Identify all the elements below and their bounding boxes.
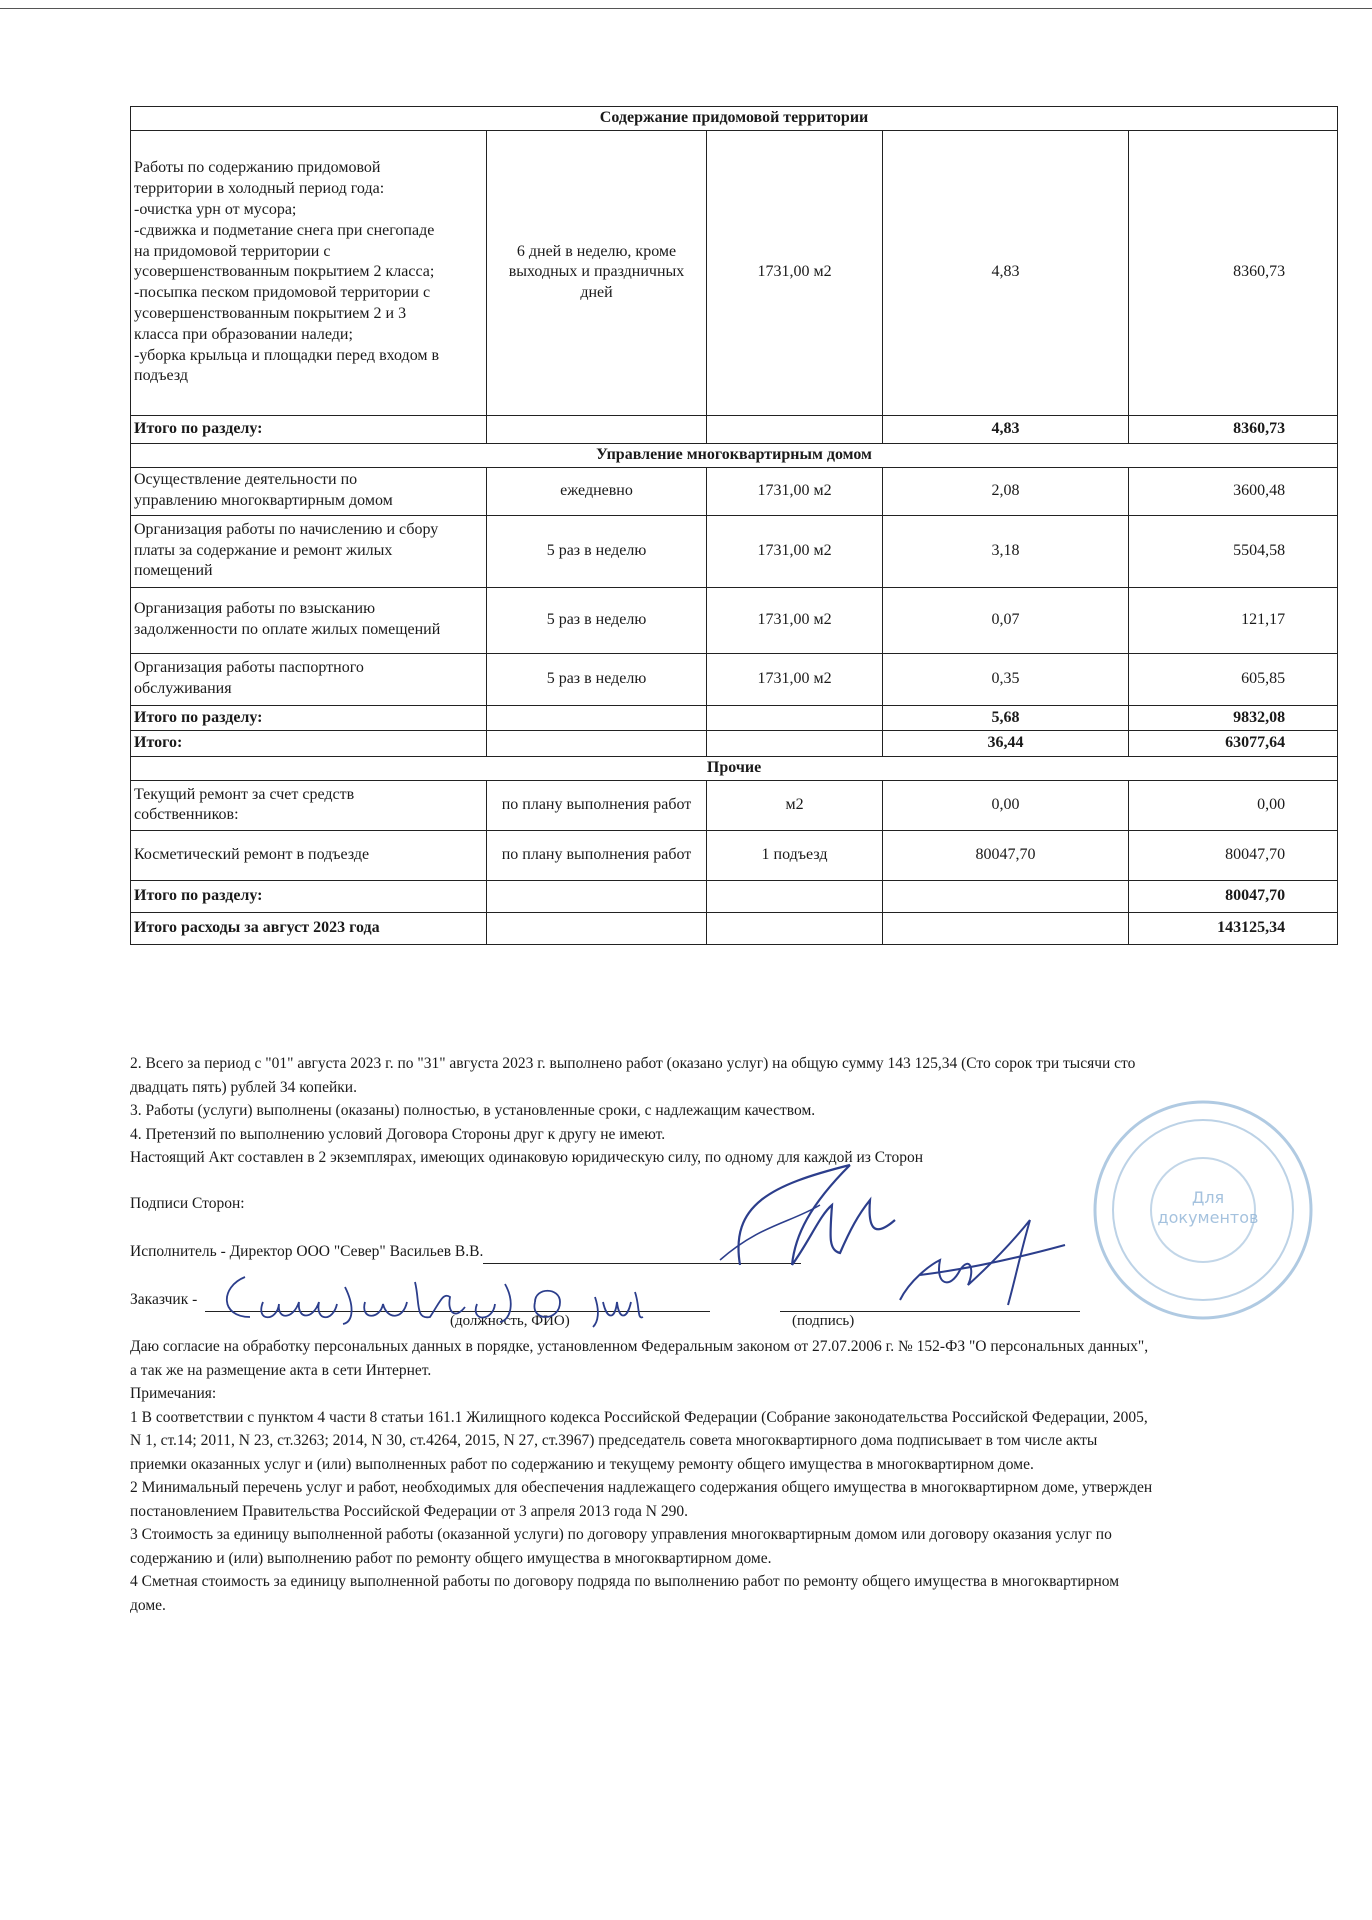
row-name: Работы по содержанию придомовой территории в холодный период года: -очистка урн от мусора; -сдвижка и подметание снега при снегопаде на придомовой территории с усовершенствованным покрытием 2 класса; -посыпка песком придомовой территории с усовершенствованным покрытием 2 и 3 класса при образовании наледи; -уборка крыльца и площадки перед входом в подъезд [131, 130, 487, 415]
row-frequency: 6 дней в неделю, кроме выходных и праздничных дней [487, 130, 707, 415]
table-row: Осуществление деятельности по управлению многоквартирным домом ежедневно 1731,00 м2 2,08 3600,48 [131, 467, 1338, 515]
customer-line: Заказчик - [130, 1288, 1330, 1312]
section-title-other: Прочие [131, 757, 1338, 781]
grand-total-row: Итого: 36,44 63077,64 [131, 731, 1338, 757]
section-total-row [131, 415, 1338, 443]
table-row: Организация работы по взысканию задолженности по оплате жилых помещений 5 раз в неделю 1731,00 м2 0,07 121,17 [131, 587, 1338, 653]
section-title-management: Управление многоквартирным домом [131, 443, 1338, 467]
total-label: Итого по разделу: [131, 415, 487, 443]
executor-line: Исполнитель - Директор ООО "Север" Васильев В.В. [130, 1240, 1330, 1264]
table-row: Косметический ремонт в подъезде по плану выполнения работ 1 подъезд 80047,70 80047,70 [131, 830, 1338, 880]
customer-signature [880, 1210, 1080, 1320]
position-label: (должность, ФИО) [450, 1313, 570, 1329]
row-cost: 8360,73 [1129, 130, 1338, 415]
consent-notes: Даю согласие на обработку персональных данных в порядке, установленном Федеральным законом от 27.07.2006 г. № 152-ФЗ "О персональных данных", а так же на размещение акта в сети Интернет. Примечания: 1 В соответствии с пунктом 4 части 8 статьи 161.1 Жилищного кодекса Российской Федерации (Собрание законодательства Российской Федерации, 2005, N 1, ст.14; 2011, N 23, ст.3263; 2014, N 30, ст.4264, 2015, N 27, ст.3967) председатель совета многоквартирного дома подписывает в том числе акты приемки оказанных услуг и (или) выполненных работ по содержанию и текущему ремонту общего имущества в многоквартирном доме. 2 Минимальный перечень услуг и работ, необходимых для обеспечения надлежащего содержания общего имущества в многоквартирном доме, утвержден постановлением Правительства Российской Федерации от 3 апреля 2013 года N 290. 3 Стоимость за единицу выполненной работы (оказанной услуги) по договору управления многоквартирным домом или договору оказания услуг по содержанию и (или) выполнению работ по ремонту общего имущества в многоквартирном доме. 4 Сметная стоимость за единицу выполненной работы по договору подряда по выполнению работ по ремонту общего имущества в многоквартирном доме. [130, 1338, 1153, 1615]
signatures-label: Подписи Сторон: [130, 1195, 245, 1212]
section-title-territory: Содержание придомовой территории [131, 107, 1338, 131]
section-total-row: Итого по разделу: 5,68 9832,08 [131, 705, 1338, 731]
section-total-row: Итого по разделу: 80047,70 [131, 880, 1338, 912]
svg-text:Для: Для [1191, 1188, 1225, 1207]
final-total-row: Итого расходы за август 2023 года 143125,34 [131, 912, 1338, 944]
customer-handwriting [215, 1262, 715, 1332]
total-rate: 4,83 [883, 415, 1129, 443]
svg-text:документов: документов [1157, 1208, 1259, 1227]
row-rate: 4,83 [883, 130, 1129, 415]
table-row: Организация работы по начислению и сбору платы за содержание и ремонт жилых помещений 5 раз в неделю 1731,00 м2 3,18 5504,58 [131, 515, 1338, 587]
sign-label: (подпись) [792, 1313, 855, 1329]
table-row: Текущий ремонт за счет средств собственников: по плану выполнения работ м2 0,00 0,00 [131, 780, 1338, 830]
row-area: 1731,00 м2 [707, 130, 883, 415]
table-row: Организация работы паспортного обслуживания 5 раз в неделю 1731,00 м2 0,35 605,85 [131, 653, 1338, 705]
table-row [131, 130, 1338, 415]
scan-top-edge [0, 8, 1372, 9]
services-table [130, 106, 1338, 945]
total-cost: 8360,73 [1129, 415, 1338, 443]
executor-signature [700, 1145, 900, 1285]
act-paragraphs: 2. Всего за период с "01" августа 2023 г. по "31" августа 2023 г. выполнено работ (оказано услуг) на общую сумму 143 125,34 (Сто сорок три тысячи сто двадцать пять) рублей 34 копейки. 3. Работы (услуги) выполнены (оказаны) полностью, в установленные сроки, с надлежащим качеством. 4. Претензий по выполнению условий Договора Стороны друг к другу не имеют. Настоящий Акт составлен в 2 экземплярах, имеющих одинаковую юридическую силу, по одному для каждой из Сторон [130, 1055, 1136, 1167]
